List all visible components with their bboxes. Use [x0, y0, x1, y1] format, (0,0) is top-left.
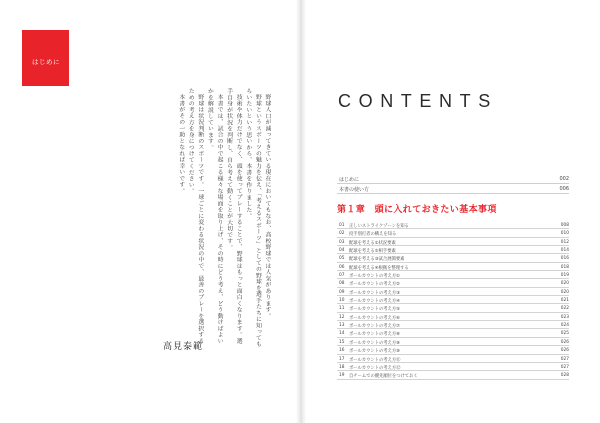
toc-item[interactable] [337, 296, 569, 304]
toc-item[interactable] [337, 288, 569, 296]
toc-item-number: 11 [339, 306, 345, 312]
toc-item-page: 016 [560, 256, 569, 262]
toc-item[interactable] [337, 313, 569, 321]
toc-item-number: 05 [339, 256, 345, 262]
toc-item-label: 配球を考える④根拠を整理する [349, 265, 409, 271]
toc-item-number: 16 [339, 348, 345, 354]
toc-item-number: 09 [339, 289, 345, 295]
front-matter-label: 本書の使い方 [339, 187, 370, 193]
toc-item[interactable] [337, 221, 569, 229]
toc-item-number: 17 [339, 356, 345, 362]
toc-item-label: ボールカウントの考え方⑧ [349, 332, 401, 338]
toc-item-label: ボールカウントの考え方⑩ [349, 349, 401, 355]
toc-item-number: 06 [339, 264, 345, 270]
toc-item-number: 10 [339, 298, 345, 304]
toc-item-page: 021 [560, 298, 569, 304]
toc-item[interactable] [337, 271, 569, 279]
toc-item-label: 配球を考える③試合展開要素 [349, 257, 405, 263]
toc-item-page: 020 [560, 281, 569, 287]
toc-item[interactable] [337, 263, 569, 271]
toc-item-number: 07 [339, 273, 345, 279]
intro-paragraph: 技術や体力だけでなく、頭を使ってプレーすることで、野球はもっと面白くなります。選手自身が状況を判断し、自ら考えて動くことが大切です。 [225, 88, 242, 344]
toc-item-number: 14 [339, 331, 345, 337]
intro-paragraph: 野球人口が減ってきている現在においてもなお、高校野球では人気があります。 [264, 93, 270, 319]
toc-item-page: 027 [560, 356, 569, 362]
toc-item-page: 010 [560, 231, 569, 237]
book-gutter [296, 0, 306, 423]
intro-paragraph: 本書がその一助となれば幸いです。 [177, 93, 184, 194]
section-tab-label: はじめに [32, 58, 60, 66]
toc-item-label: ボールカウントの考え方③ [349, 290, 401, 296]
toc-item-label: 配球を考える①状況要素 [349, 240, 396, 246]
toc-item-label: ボールカウントの考え方④ [349, 299, 401, 305]
toc-item-page: 018 [560, 264, 569, 270]
toc-item-label: ボールカウントの考え方⑨ [349, 340, 401, 346]
intro-paragraph: 野球は状況判断のスポーツです。一球ごとに変わる状況の中で、最善のプレーを選択するための考え方を身につけてください。 [187, 88, 203, 344]
toc-item[interactable] [337, 363, 569, 371]
front-matter-item[interactable] [337, 174, 569, 184]
toc-item-label: ボールカウントの考え方① [349, 274, 401, 280]
front-matter-page: 006 [559, 186, 569, 192]
toc-item-page: 020 [560, 289, 569, 295]
toc-item[interactable] [337, 279, 569, 287]
toc-item[interactable] [337, 371, 569, 379]
front-matter-label: はじめに [339, 177, 360, 183]
toc-item[interactable] [337, 338, 569, 346]
toc-item[interactable] [337, 304, 569, 312]
front-matter-item[interactable] [337, 184, 569, 194]
toc-item-label: 投手別打者の構えを知る [349, 232, 397, 238]
toc-item-label: 自チームでの優先順位をつけておく [349, 374, 418, 380]
toc-item-number: 19 [339, 373, 345, 379]
toc-item-page: 025 [560, 331, 569, 337]
toc-item-number: 04 [339, 248, 345, 254]
toc-item-page: 008 [560, 223, 569, 228]
front-matter-list [337, 174, 569, 194]
toc-item[interactable] [337, 254, 569, 262]
toc-item[interactable] [337, 238, 569, 246]
toc-list [337, 221, 569, 380]
chapter-title: 第１章 頭に入れておきたい基本事項 [337, 205, 497, 215]
intro-text [84, 88, 271, 348]
toc-item[interactable] [337, 246, 569, 254]
toc-item-page: 023 [560, 314, 569, 320]
toc-item[interactable] [337, 329, 569, 337]
toc-item-page: 024 [560, 323, 569, 329]
toc-item[interactable] [337, 355, 569, 363]
toc-item[interactable] [337, 229, 569, 237]
toc-item-label: ボールカウントの考え方⑪ [349, 357, 401, 363]
front-matter-page: 002 [559, 176, 569, 182]
author-signature: 高見泰範 [163, 342, 204, 352]
toc-item-number: 02 [339, 231, 345, 237]
toc-item-page: 026 [560, 348, 569, 354]
toc-item-number: 08 [339, 281, 345, 287]
toc-item-label: 正しいストライクゾーンを知る [349, 224, 409, 229]
toc-item-number: 01 [339, 223, 345, 228]
toc-item[interactable] [337, 346, 569, 354]
toc-item-label: ボールカウントの考え方⑦ [349, 324, 401, 330]
toc-item-label: 配球を考える②相手要素 [349, 249, 396, 255]
toc-item-number: 18 [339, 364, 345, 370]
toc-item-number: 03 [339, 239, 345, 245]
toc-item-label: ボールカウントの考え方⑤ [349, 307, 401, 313]
intro-paragraph: 本書では、試合の中で起こる様々な場面を取り上げ、その時にどう考え、どう動けばよいかを解説しています。 [206, 88, 223, 344]
toc-item-page: 012 [560, 239, 569, 245]
toc-item-label: ボールカウントの考え方⑫ [349, 365, 401, 371]
toc-item-number: 15 [339, 339, 345, 345]
contents-title: CONTENTS [338, 91, 498, 111]
toc-item-number: 12 [339, 314, 345, 320]
toc-item-label: ボールカウントの考え方⑥ [349, 315, 401, 321]
intro-paragraph: 野球というスポーツの魅力を伝え、「考えるスポーツ」としての野球を選手たちに知ってもらいたいという思いから、本書を作りました。 [244, 88, 261, 348]
toc-item[interactable] [337, 321, 569, 329]
toc-item-page: 028 [560, 373, 569, 379]
toc-item-label: ボールカウントの考え方② [349, 282, 401, 288]
toc-item-page: 027 [560, 364, 569, 370]
toc-item-page: 022 [560, 306, 569, 312]
toc-item-page: 019 [560, 273, 569, 279]
toc-item-number: 13 [339, 323, 345, 329]
toc-item-page: 026 [560, 339, 569, 345]
toc-item-page: 014 [560, 248, 569, 254]
section-tab [22, 30, 69, 86]
